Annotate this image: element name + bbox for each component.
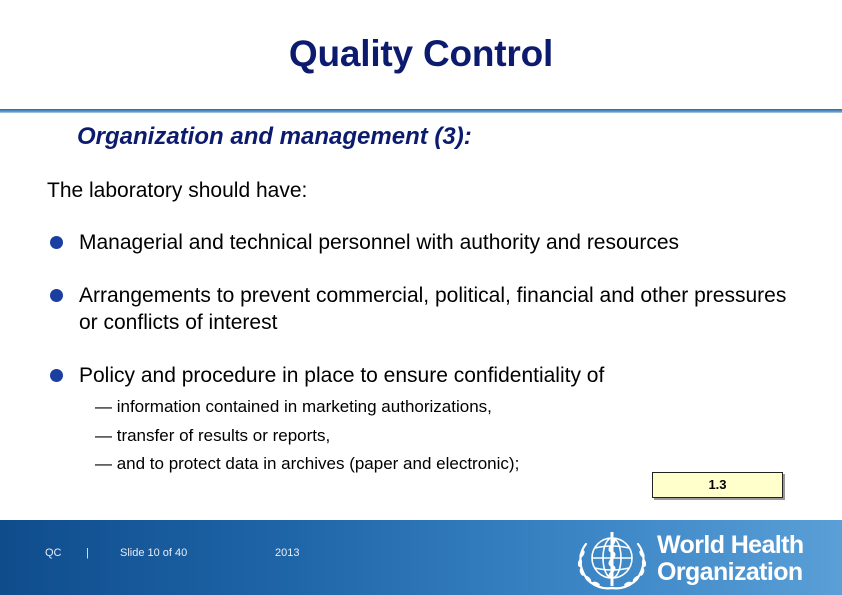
- footer-bar: [0, 520, 842, 595]
- footer-label: QC: [45, 547, 62, 559]
- bullet-item: [47, 282, 787, 336]
- bullet-text: Policy and procedure in place to ensure confidentiality of: [79, 364, 605, 387]
- title-divider: [0, 109, 842, 113]
- footer-separator: |: [86, 547, 89, 559]
- sub-item: — information contained in marketing authorizations,: [95, 397, 492, 416]
- bullet-icon: [50, 369, 63, 382]
- reference-badge: 1.3: [652, 472, 783, 498]
- slide-subtitle: Organization and management (3):: [77, 123, 472, 150]
- sub-item: — and to protect data in archives (paper and electronic);: [95, 454, 520, 473]
- logo-line-1: World Health: [657, 531, 804, 559]
- bullet-icon: [50, 289, 63, 302]
- intro-text: The laboratory should have:: [47, 179, 308, 202]
- bullet-text: Managerial and technical personnel with authority and resources: [79, 231, 680, 254]
- bullet-icon: [50, 236, 63, 249]
- sub-item-list: [95, 393, 519, 479]
- logo-line-2: Organization: [657, 558, 803, 586]
- who-emblem-icon: [572, 524, 652, 592]
- slide-title: Quality Control: [288, 33, 554, 74]
- bullet-text: Arrangements to prevent commercial, political, financial and other pressures or conflicts of interest: [79, 284, 787, 334]
- sub-item: — transfer of results or reports,: [95, 425, 331, 445]
- footer-year: 2013: [275, 547, 300, 559]
- slide-number: Slide 10 of 40: [120, 547, 188, 559]
- bullet-item: [47, 362, 787, 389]
- who-logo-text: [657, 532, 804, 586]
- bullet-item: [47, 229, 787, 256]
